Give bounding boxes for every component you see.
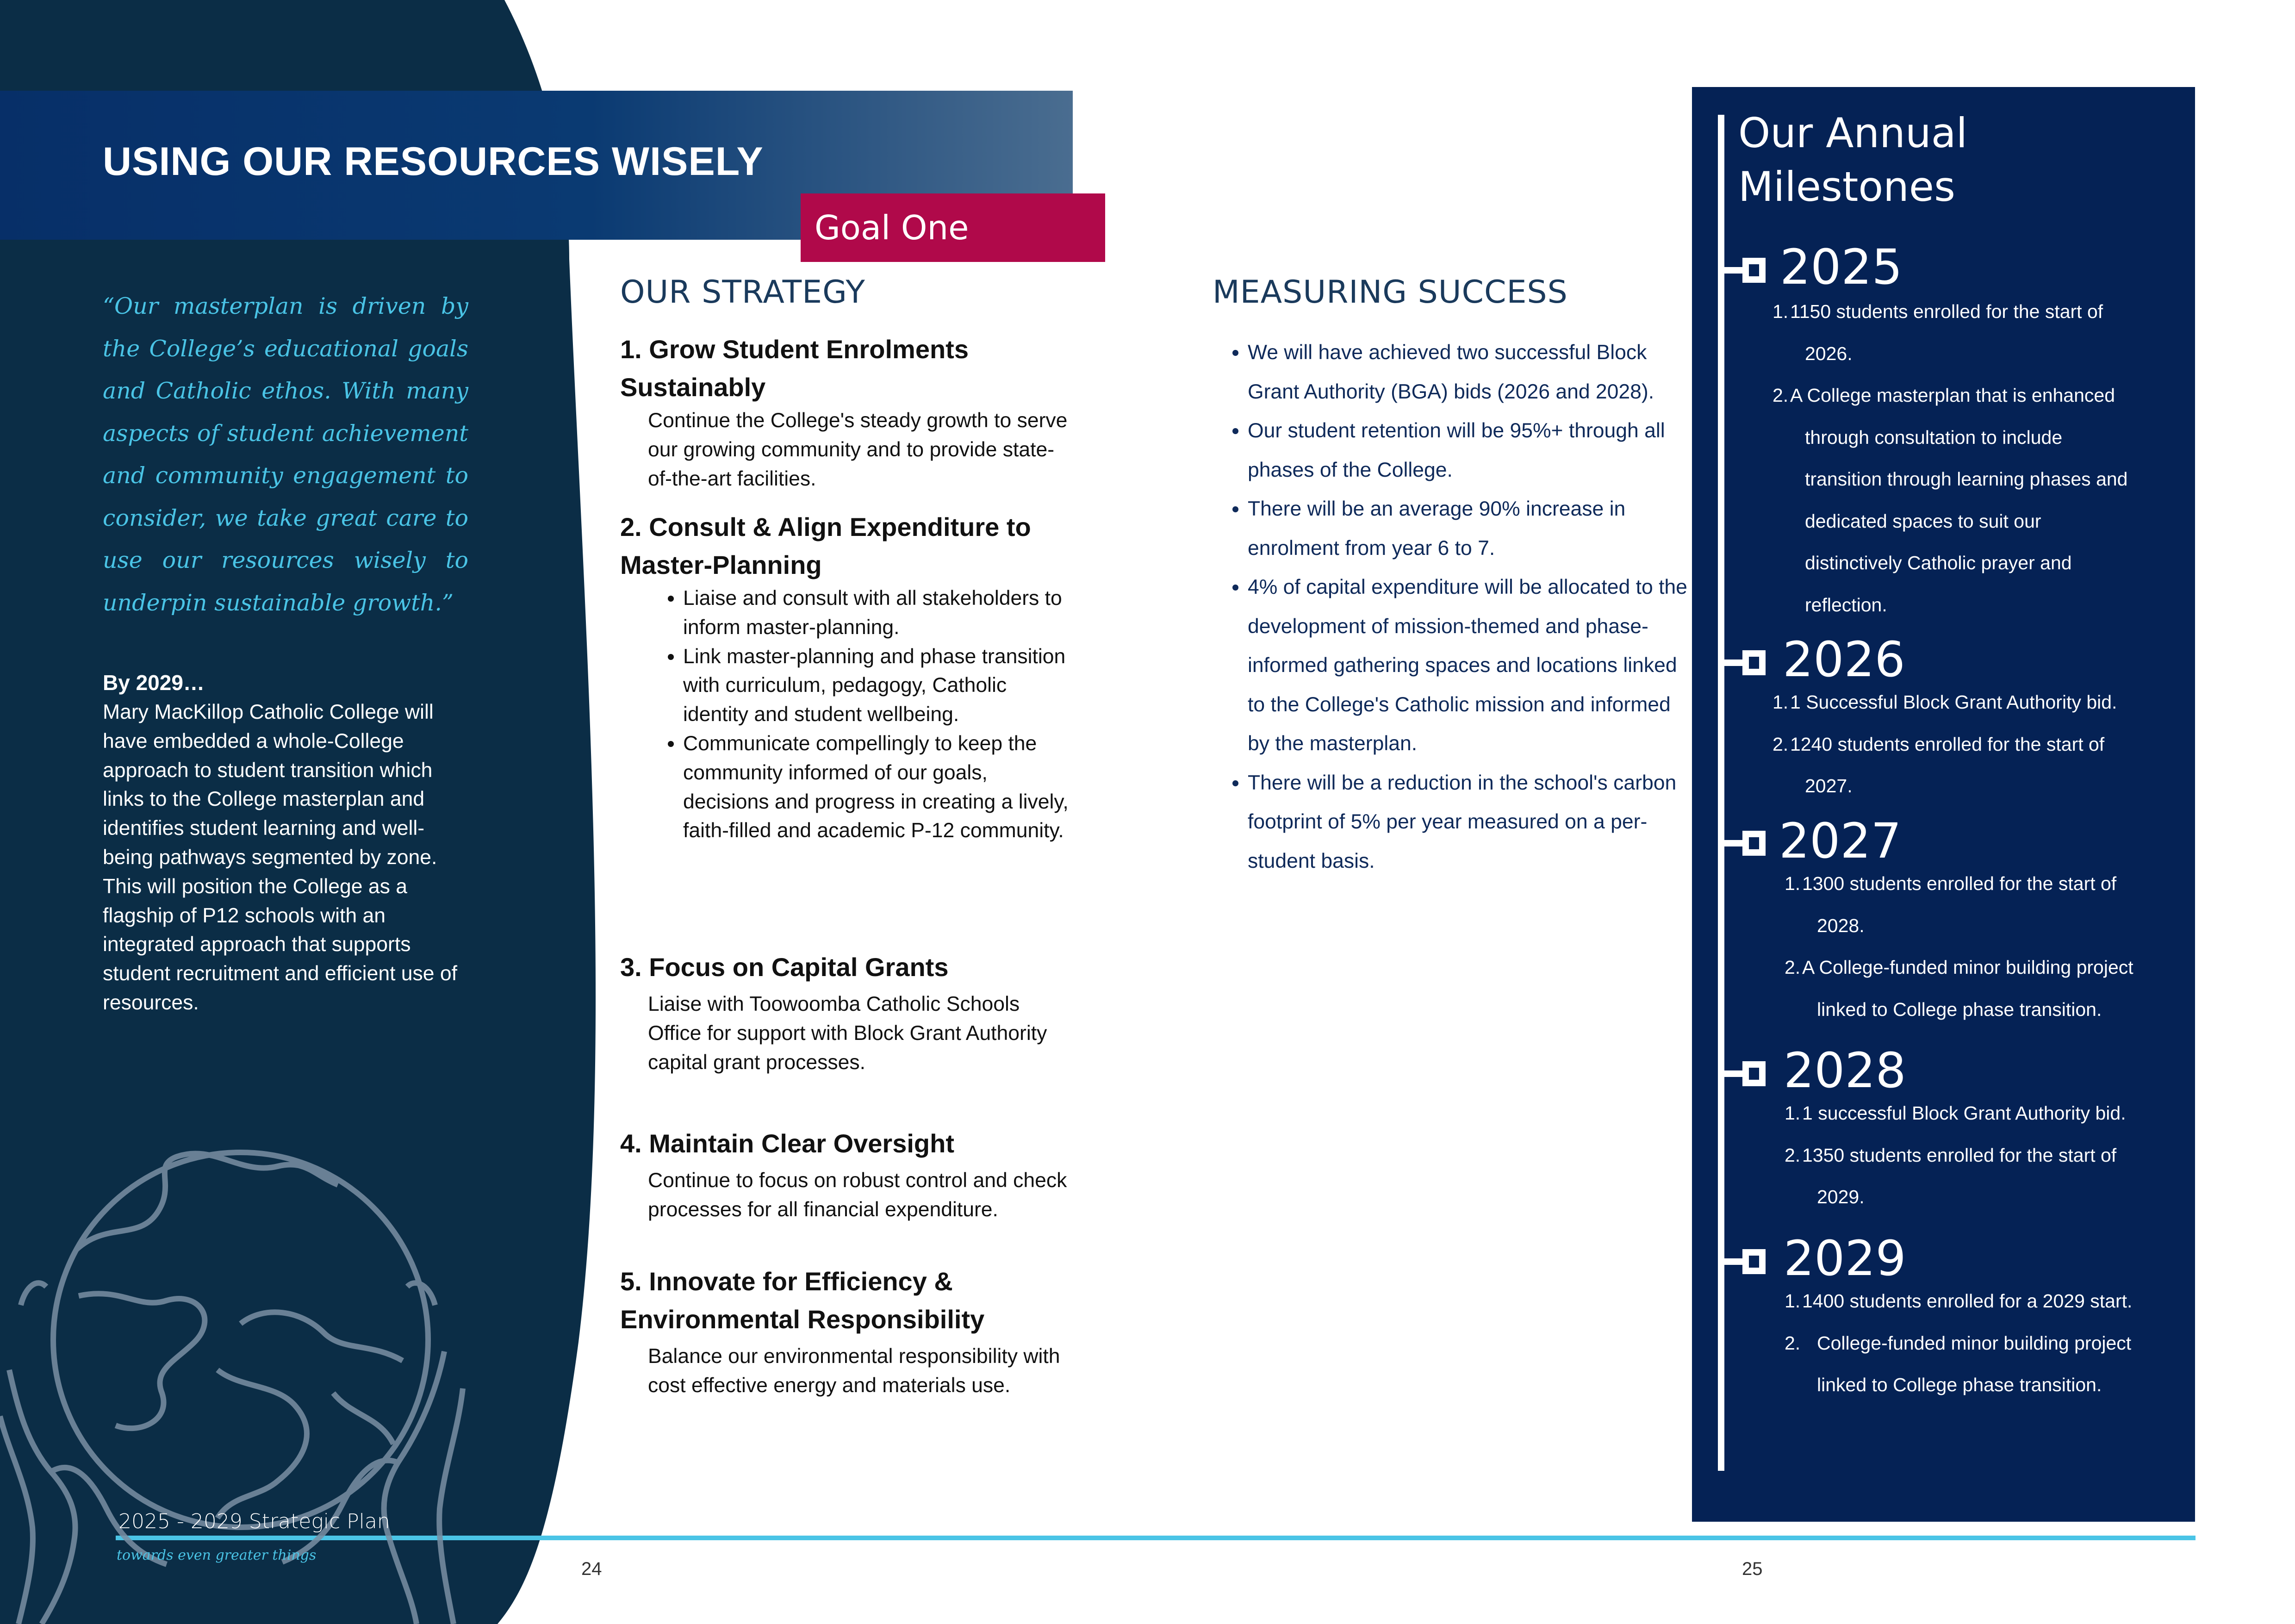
strategy-item (620, 1125, 1074, 1225)
strategy-item-title: 3. Focus on Capital Grants (620, 952, 949, 982)
milestone-item-number: 1. (1785, 1102, 1801, 1124)
milestone-year: 2029 (1784, 1230, 1906, 1287)
milestone-line: dedicated spaces to suit our (1805, 510, 2041, 532)
strategy-bullet: • Communicate compellingly to keep the community informed of our goals, decisions and progress in creating a lively, faith-filled and academic P-12 community. (683, 729, 1074, 846)
accent-line (116, 1536, 2195, 1540)
milestone-line: linked to College phase transition. (1817, 1374, 2102, 1395)
strategy-heading: OUR STRATEGY (620, 274, 865, 311)
milestone-line: linked to College phase transition. (1817, 998, 2102, 1020)
footer-tagline: towards even greater things (117, 1547, 317, 1563)
strategy-item-title: 4. Maintain Clear Oversight (620, 1129, 954, 1158)
strategy-item-title: 5. Innovate for Efficiency & Environmental Responsibility (620, 1267, 985, 1334)
strategy-bullet: • Link master-planning and phase transition with curriculum, pedagogy, Catholic identity and student wellbeing. (683, 642, 1074, 729)
strategy-item (620, 948, 1074, 1077)
milestone-item-number: 2. (1773, 385, 1789, 406)
milestone-year: 2026 (1783, 631, 1905, 688)
milestone-item (1773, 374, 2189, 626)
strategy-item (620, 508, 1074, 846)
milestone-line: 1350 students enrolled for the start of (1802, 1144, 2117, 1166)
strategy-item (620, 1263, 1074, 1400)
page-number-right: 25 (1742, 1559, 1763, 1579)
measuring-item: • There will be a reduction in the school's carbon footprint of 5% per year measured on a per-student basis. (1248, 764, 1687, 881)
strategy-bullet: • Liaise and consult with all stakeholders to inform master-planning. (683, 584, 1074, 642)
milestone-item (1773, 681, 2189, 723)
milestone-line: 1 successful Block Grant Authority bid. (1802, 1102, 2126, 1124)
milestone-item (1785, 1280, 2192, 1322)
footer-plan-label: 2025 - 2029 Strategic Plan (118, 1510, 390, 1533)
milestones-title-line: Milestones (1738, 163, 1955, 211)
milestone-list (1785, 863, 2192, 1030)
masterplan-quote: “Our masterplan is driven by the College’s educational goals and Catholic ethos. With many aspects of student achievement and community engagement to consider, we take great care to use our resources wisely to underpin sustainable growth.” (103, 293, 468, 616)
strategy-item-body: Liaise with Toowoomba Catholic Schools Office for support with Block Grant Authority capital grant processes. (648, 993, 1047, 1074)
strategy-item-title: 1. Grow Student Enrolments Sustainably (620, 335, 969, 402)
milestone-line: 1400 students enrolled for a 2029 start. (1802, 1290, 2133, 1312)
milestone-line: 2026. (1805, 342, 1853, 364)
milestones-title (1738, 106, 1967, 214)
milestone-list (1785, 1280, 2192, 1406)
measuring-list (1213, 333, 1687, 881)
strategy-item (620, 330, 1074, 493)
timeline-line (1718, 115, 1724, 1471)
strategy-bullet-list (620, 584, 1074, 846)
milestone-year: 2027 (1779, 813, 1902, 869)
milestone-line: 2029. (1817, 1186, 1865, 1207)
milestone-item-number: 2. (1785, 957, 1801, 978)
measuring-item: • Our student retention will be 95%+ through all phases of the College. (1248, 411, 1687, 490)
milestone-line: 1300 students enrolled for the start of (1802, 873, 2117, 894)
milestone-item-number: 2. (1785, 1144, 1801, 1166)
milestone-line: through consultation to include (1805, 426, 2063, 448)
measuring-item: • 4% of capital expenditure will be allocated to the development of mission-themed and phase-informed gathering spaces and locations linked to the College's Catholic mission and informed by the masterplan. (1248, 568, 1687, 764)
milestone-item-number: 2. (1773, 733, 1789, 755)
milestone-item (1773, 723, 2189, 807)
milestone-item-number: 1. (1785, 1290, 1801, 1312)
strategy-item-body: Continue the College's steady growth to serve our growing community and to provide state-of-the-art facilities. (648, 409, 1068, 490)
milestone-line: 1150 students enrolled for the start of (1790, 301, 2103, 322)
milestone-line: reflection. (1805, 594, 1887, 616)
milestone-item-number: 1. (1773, 301, 1789, 322)
milestone-item (1785, 863, 2192, 946)
by-2029-text: Mary MacKillop Catholic College will have embedded a whole-College approach to student transition which links to the College masterplan and identifies student learning and well-being pathways segmented by zone. This will position the College as a flagship of P12 schools with an integrated approach that supports student recruitment and efficient use of resources. (103, 701, 458, 1014)
milestone-item (1785, 1322, 2192, 1406)
milestone-item (1785, 1134, 2192, 1218)
page-title: USING OUR RESOURCES WISELY (103, 139, 764, 184)
strategy-item-title: 2. Consult & Align Expenditure to Master-Planning (620, 512, 1031, 579)
milestone-line: 1 Successful Block Grant Authority bid. (1790, 691, 2117, 713)
measuring-heading: MEASURING SUCCESS (1213, 274, 1568, 311)
goal-label: Goal One (801, 193, 1105, 262)
milestone-line: A College masterplan that is enhanced (1790, 385, 2115, 406)
by-2029-heading: By 2029… (103, 671, 205, 695)
milestones-title-line: Our Annual (1738, 109, 1968, 157)
milestone-list (1785, 1092, 2192, 1218)
milestone-list (1773, 291, 2189, 626)
milestone-item (1785, 946, 2192, 1030)
milestone-item (1785, 1092, 2192, 1134)
milestone-item (1773, 291, 2189, 374)
strategy-item-body: Balance our environmental responsibility with cost effective energy and materials use. (648, 1345, 1060, 1397)
milestone-year: 2028 (1784, 1042, 1906, 1099)
page-number-left: 24 (581, 1559, 602, 1579)
milestone-list (1773, 681, 2189, 807)
milestone-item-number: 1. (1785, 873, 1801, 894)
milestone-line: transition through learning phases and (1805, 468, 2128, 490)
milestone-item-number: 2. (1785, 1332, 1801, 1354)
measuring-item: • There will be an average 90% increase in enrolment from year 6 to 7. (1248, 490, 1687, 568)
strategy-item-body: Continue to focus on robust control and check processes for all financial expenditure. (648, 1169, 1067, 1221)
milestone-line: 2027. (1805, 775, 1853, 796)
milestone-year: 2025 (1780, 239, 1903, 295)
milestone-line: 1240 students enrolled for the start of (1790, 733, 2105, 755)
milestone-line: A College-funded minor building project (1802, 957, 2133, 978)
milestone-line: 2028. (1817, 915, 1865, 936)
milestone-item-number: 1. (1773, 691, 1789, 713)
measuring-item: • We will have achieved two successful Block Grant Authority (BGA) bids (2026 and 2028). (1248, 333, 1687, 411)
milestone-line: distinctively Catholic prayer and (1805, 552, 2072, 573)
milestone-line: College-funded minor building project (1817, 1332, 2132, 1354)
